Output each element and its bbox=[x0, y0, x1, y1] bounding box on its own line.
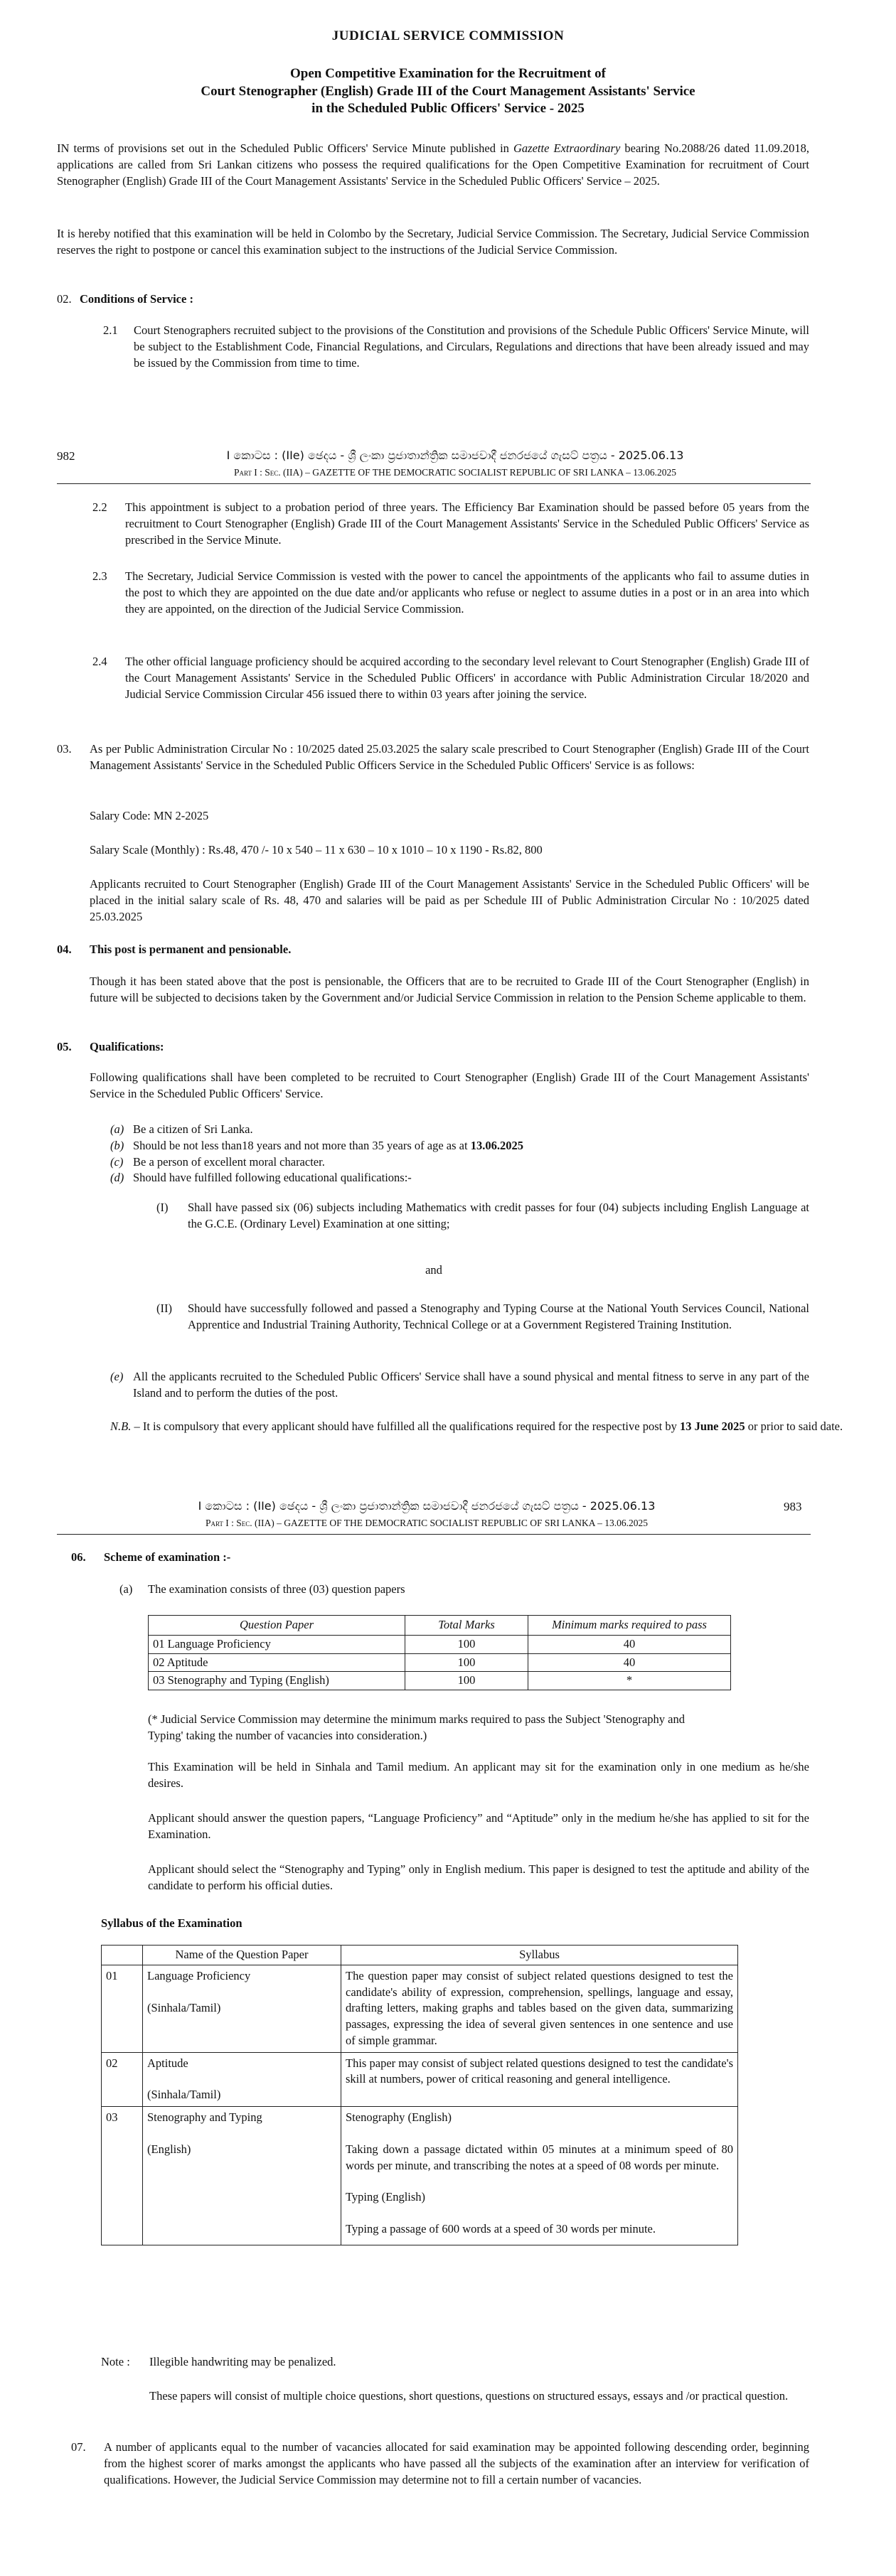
column-header: Syllabus bbox=[341, 1946, 738, 1965]
syllabus-subheading: Stenography (English) bbox=[346, 2110, 452, 2125]
section-number: 05. bbox=[57, 1040, 72, 1053]
table-cell-paper bbox=[143, 2052, 341, 2107]
clause-number: 2.1 bbox=[103, 323, 118, 337]
table-header-row bbox=[149, 1616, 731, 1636]
nb-date: 13 June 2025 bbox=[679, 1420, 745, 1433]
and-connector: and bbox=[425, 1263, 442, 1277]
table-cell-paper bbox=[143, 2107, 341, 2245]
table-cell: 01 Language Proficiency bbox=[149, 1635, 405, 1653]
nb-tail: or prior to said date. bbox=[745, 1420, 843, 1433]
commission-title: JUDICIAL SERVICE COMMISSION bbox=[331, 28, 565, 43]
section-title: Scheme of examination :- bbox=[104, 1550, 231, 1564]
stenography-note: Applicant should select the “Stenography and Typing” only in English medium. This paper is designed to test the aptitude and ability of the candidate to perform his official duties. bbox=[148, 1862, 809, 1892]
syllabus-text: Typing a passage of 600 words at a speed of 30 words per minute. bbox=[346, 2222, 656, 2236]
page-number: 982 bbox=[57, 449, 75, 463]
syllabus-subheading: Typing (English) bbox=[346, 2190, 426, 2204]
clause-2-4 bbox=[92, 654, 809, 702]
syllabus-text: Taking down a passage dictated within 05 minutes at a minimum speed of 80 words per minute, and transcribing the notes at a speed of 08 words per minute. bbox=[346, 2142, 733, 2172]
note-label: Note : bbox=[101, 2355, 130, 2368]
salary-note: Applicants recruited to Court Stenographer (English) Grade III of the Court Management Assistants' Service in the Scheduled Public Officers' will be placed in the initial salary scale of Rs. 48, 470 and salaries will be paid as per Schedule III of Public Administration Circular No : 10/2025 dated 25.03.2025 bbox=[90, 877, 809, 923]
section-06-heading bbox=[71, 1550, 230, 1566]
section-title: This post is permanent and pensionable. bbox=[90, 943, 292, 956]
item-label: (a) bbox=[110, 1122, 124, 1136]
section-text: A number of applicants equal to the number of vacancies allocated for said examination may be appointed following descending order, beginning from the highest scorer of marks amongst the applicants who have passed all the subjects of the examination after an interview for verification of qualifications. However, the Judicial Service Commission may determine not to fill a certain number of vacancies. bbox=[104, 2440, 809, 2486]
section-title: Qualifications: bbox=[90, 1040, 164, 1053]
clause-number: 2.3 bbox=[92, 569, 107, 583]
section-02-heading bbox=[57, 291, 193, 308]
page-number: 983 bbox=[784, 1500, 802, 1513]
clause-2-2 bbox=[92, 500, 809, 548]
section-04-heading bbox=[57, 942, 291, 958]
scheme-a bbox=[119, 1582, 405, 1598]
section-05-text: Following qualifications shall have been completed to be recruited to Court Stenographer (English) Grade III of the Court Management Assistants' Service in the Scheduled Public Officers' Service. bbox=[90, 1070, 809, 1100]
item-text: Be a citizen of Sri Lanka. bbox=[133, 1122, 253, 1136]
item-label: (II) bbox=[156, 1302, 172, 1315]
syllabus-table bbox=[101, 1945, 738, 2245]
paper-name: Stenography and Typing bbox=[147, 2110, 262, 2125]
exam-title-line: in the Scheduled Public Officers' Service - 2025 bbox=[311, 101, 585, 117]
paper-medium: (English) bbox=[147, 2142, 191, 2156]
salary-scale: Salary Scale (Monthly) : Rs.48, 470 /- 10 x 540 – 11 x 630 – 10 x 1010 – 10 x 1190 - Rs.82, 800 bbox=[90, 843, 543, 857]
section-number: 06. bbox=[71, 1550, 86, 1564]
cutoff-date: 13.06.2025 bbox=[470, 1138, 523, 1152]
column-header: Question Paper bbox=[149, 1616, 405, 1636]
table-row bbox=[149, 1653, 731, 1672]
edu-qualification-1 bbox=[156, 1200, 809, 1233]
syllabus-title: Syllabus of the Examination bbox=[101, 1916, 242, 1930]
paper-name: Language Proficiency bbox=[147, 1968, 251, 1982]
papers-note: These papers will consist of multiple choice questions, short questions, questions on structured essays, essays and /or practical question. bbox=[149, 2389, 789, 2403]
qualification-e bbox=[110, 1369, 809, 1402]
section-title: Conditions of Service : bbox=[80, 292, 193, 306]
gazette-header-sinhala: I කොටස : (IIe) ඡෙදය - ශ්‍රී ලංකා ප්‍රජාතාන්ත්‍රික සමාජවාදී ජනරජයේ ගැසට් පත්‍රය - 2025.06.13 bbox=[226, 449, 684, 462]
section-number: 07. bbox=[71, 2440, 86, 2454]
paper-medium: (Sinhala/Tamil) bbox=[147, 2088, 221, 2102]
intro-text: IN terms of provisions set out in the Scheduled Public Officers' Service Minute published in bbox=[57, 141, 514, 155]
header-divider bbox=[57, 483, 811, 484]
item-text: All the applicants recruited to the Scheduled Public Officers' Service shall have a sound physical and mental fitness to serve in any part of the Island and to perform the duties of the post. bbox=[133, 1370, 809, 1400]
table-cell: 40 bbox=[528, 1635, 731, 1653]
item-label: (a) bbox=[119, 1582, 133, 1596]
table-cell-number: 03 bbox=[102, 2107, 143, 2245]
clause-text: The Secretary, Judicial Service Commission is vested with the power to cancel the appointments of the applicants who fail to assume duties in the post to which they are appointed on the due date and/or applicants who refuse or neglect to assume duties in a post or in an area into which they are appointed, on the direction of the Judicial Service Commission. bbox=[125, 569, 809, 616]
clause-text: Court Stenographers recruited subject to the provisions of the Constitution and provisions of the Schedule Public Officers' Service Minute, will be subject to the Establishment Code, Financial Regulations, and Circulars, Regulations and directions that have been already issued and may be issued by the Commission from time to time. bbox=[134, 323, 809, 370]
note-text: Illegible handwriting may be penalized. bbox=[149, 2355, 336, 2368]
item-text: Should have successfully followed and passed a Stenography and Typing Course at the National Youth Services Council, National Apprentice and Industrial Training Authority, Technical College or at a Government Registered Training Institution. bbox=[188, 1302, 809, 1331]
intro-text: bearing No.2088/26 dated 11.09.2018, applications are called from Sri Lankan citizens who possess the required qualifications for the Open Competitive Examination for recruitment of Court Stenographer (English) Grade III of the Court Management Assistants' Service in the Scheduled Public Officers' Service – 2025. bbox=[57, 141, 809, 188]
table-row bbox=[149, 1672, 731, 1690]
table-row bbox=[102, 1965, 738, 2052]
table-row bbox=[149, 1635, 731, 1653]
table-cell-syllabus: This paper may consist of subject related questions designed to test the candidate's skill at numbers, power of critical reasoning and general intelligence. bbox=[341, 2052, 738, 2107]
clause-text: This appointment is subject to a probation period of three years. The Efficiency Bar Examination should be passed before 05 years from the recruitment to Court Stenographer (English) Grade III of the Court Management Assistants' Service in the Scheduled Public Officers' Service as prescribed in the Service Minute. bbox=[125, 500, 809, 547]
gazette-header-sinhala: I කොටස : (IIe) ඡෙදය - ශ්‍රී ලංකා ප්‍රජාතාන්ත්‍රික සමාජවාදී ජනරජයේ ගැසට් පත්‍රය - 2025.06.13 bbox=[198, 1499, 656, 1513]
item-text: The examination consists of three (03) question papers bbox=[148, 1582, 405, 1596]
item-label: (d) bbox=[110, 1171, 124, 1185]
table-row bbox=[102, 2052, 738, 2107]
item-text: Shall have passed six (06) subjects including Mathematics with credit passes for four (04) subjects including English Language at the G.C.E. (Ordinary Level) Examination at one sitting; bbox=[188, 1201, 809, 1230]
medium-note: This Examination will be held in Sinhala and Tamil medium. An applicant may sit for the examination only in one medium as he/she desires. bbox=[148, 1760, 809, 1790]
section-07 bbox=[71, 2440, 809, 2488]
clause-number: 2.4 bbox=[92, 655, 107, 668]
table-header-row bbox=[102, 1946, 738, 1965]
item-label: (I) bbox=[156, 1201, 169, 1214]
item-text: Be a person of excellent moral character. bbox=[133, 1154, 325, 1169]
column-header bbox=[102, 1946, 143, 1965]
nb-label: N.B. bbox=[110, 1420, 132, 1433]
item-label: (b) bbox=[110, 1138, 124, 1152]
section-05-heading bbox=[57, 1039, 164, 1056]
clause-2-1 bbox=[103, 323, 809, 371]
marks-table bbox=[148, 1615, 731, 1690]
exam-title bbox=[0, 65, 896, 118]
answer-language-note: Applicant should answer the question papers, “Language Proficiency” and “Aptitude” only in the medium he/she has applied to sit for the Examination. bbox=[148, 1811, 809, 1841]
column-header: Total Marks bbox=[405, 1616, 528, 1636]
clause-number: 2.2 bbox=[92, 500, 107, 514]
table-cell-syllabus bbox=[341, 2107, 738, 2245]
column-header: Name of the Question Paper bbox=[143, 1946, 341, 1965]
exam-title-line: Open Competitive Examination for the Recruitment of bbox=[290, 66, 606, 81]
list-item bbox=[110, 1154, 809, 1171]
table-cell: 03 Stenography and Typing (English) bbox=[149, 1672, 405, 1690]
section-number: 04. bbox=[57, 943, 72, 956]
table-row bbox=[102, 2107, 738, 2245]
section-text: As per Public Administration Circular No : 10/2025 dated 25.03.2025 the salary scale prescribed to Court Stenographer (English) Grade III of the Court Management Assistants' Service in the Scheduled Public Officers Service in the Scheduled Public Officers' Service is as follows: bbox=[90, 742, 809, 772]
clause-2-3 bbox=[92, 569, 809, 617]
item-text bbox=[133, 1138, 523, 1154]
list-item bbox=[110, 1138, 809, 1154]
item-label: (c) bbox=[110, 1154, 124, 1169]
header-divider bbox=[57, 1534, 811, 1535]
table-cell: 100 bbox=[405, 1672, 528, 1690]
gazette-header-english: Part I : Sec. (IIA) – GAZETTE OF THE DEMOCRATIC SOCIALIST REPUBLIC OF SRI LANKA – 13.06.2025 bbox=[205, 1518, 649, 1528]
table-cell-paper bbox=[143, 1965, 341, 2052]
table-cell: 40 bbox=[528, 1653, 731, 1672]
clause-text: The other official language proficiency should be acquired according to the secondary level relevant to Court Stenographer (English) Grade III of the Court Management Assistants' Service in the Scheduled Public Officers' in accordance with Public Administration Circular 18/2020 and Judicial Service Commission Circular 456 issued there to within 03 years after joining the service. bbox=[125, 655, 809, 701]
paper-name: Aptitude bbox=[147, 2056, 188, 2070]
item-text: Should have fulfilled following educational qualifications:- bbox=[133, 1171, 412, 1185]
nb-note bbox=[110, 1419, 845, 1435]
table-cell-number: 01 bbox=[102, 1965, 143, 2052]
gazette-italic: Gazette Extraordinary bbox=[513, 141, 621, 155]
exam-title-line: Court Stenographer (English) Grade III of the Court Management Assistants' Service bbox=[201, 83, 695, 99]
nb-text: – It is compulsory that every applicant should have fulfilled all the qualifications required for the respective post by bbox=[131, 1420, 680, 1433]
list-item bbox=[110, 1170, 809, 1186]
section-03 bbox=[57, 741, 809, 774]
star-note: (* Judicial Service Commission may determine the minimum marks required to pass the Subject 'Stenography and Typing' taking the number of vacancies into consideration.) bbox=[148, 1712, 685, 1742]
table-cell: 100 bbox=[405, 1635, 528, 1653]
column-header: Minimum marks required to pass bbox=[528, 1616, 731, 1636]
section-number: 03. bbox=[57, 742, 72, 756]
gazette-header-english: Part I : Sec. (IIA) – GAZETTE OF THE DEMOCRATIC SOCIALIST REPUBLIC OF SRI LANKA – 13.06.2025 bbox=[233, 467, 677, 478]
table-cell-number: 02 bbox=[102, 2052, 143, 2107]
section-number: 02. bbox=[57, 292, 72, 306]
table-cell: * bbox=[528, 1672, 731, 1690]
item-text-part: Should be not less than18 years and not more than 35 years of age as at bbox=[133, 1138, 471, 1152]
qualification-list bbox=[110, 1122, 809, 1186]
table-cell: 100 bbox=[405, 1653, 528, 1672]
paper-medium: (Sinhala/Tamil) bbox=[147, 2000, 221, 2014]
list-item bbox=[110, 1122, 809, 1138]
notice-paragraph: It is hereby notified that this examination will be held in Colombo by the Secretary, Judicial Service Commission. The Secretary, Judicial Service Commission reserves the right to postpone or cancel this examination subject to the instructions of the Judicial Service Commission. bbox=[57, 227, 809, 257]
table-cell-syllabus: The question paper may consist of subject related questions designed to test the candidate's ability of expression, comprehension, spellings, language and essay, drafting letters, making graphs and tables based on the given data, summarizing passages, expressing the idea of several given sentences in one sentence and use of simple grammar. bbox=[341, 1965, 738, 2052]
salary-code: Salary Code: MN 2-2025 bbox=[90, 809, 209, 822]
item-label: (e) bbox=[110, 1370, 124, 1383]
edu-qualification-2 bbox=[156, 1301, 809, 1333]
table-cell: 02 Aptitude bbox=[149, 1653, 405, 1672]
section-04-text: Though it has been stated above that the post is pensionable, the Officers that are to be recruited to Grade III of the Court Stenographer (English) in future will be subjected to decisions taken by the Government and/or Judicial Service Commission in relation to the Pension Scheme applicable to them. bbox=[90, 975, 809, 1004]
handwriting-note bbox=[101, 2354, 336, 2371]
intro-paragraph bbox=[57, 141, 809, 189]
